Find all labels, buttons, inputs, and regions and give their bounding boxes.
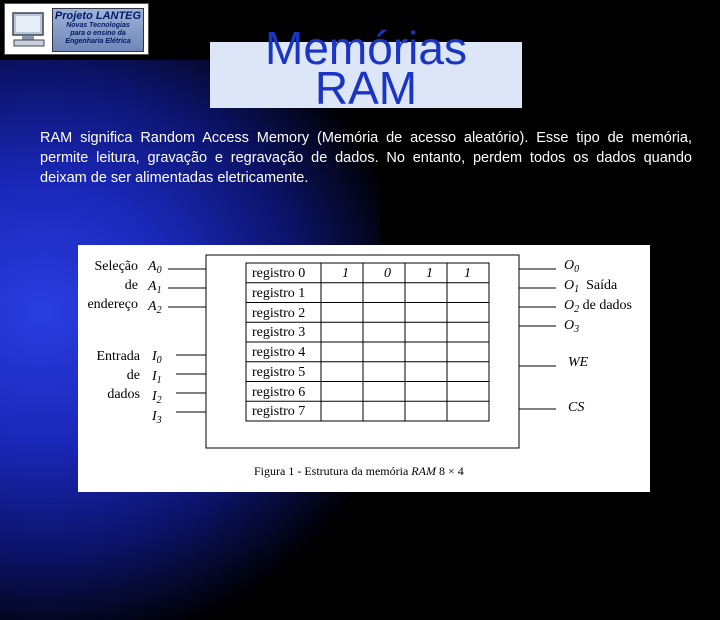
pin-index: 1 [156, 285, 162, 296]
pin-index: 1 [156, 375, 162, 386]
pin-index: 3 [574, 324, 580, 335]
pin-index: 3 [156, 415, 162, 426]
pin-letter: I [152, 349, 157, 364]
register-bit: 1 [426, 266, 433, 281]
data-in-pin [152, 367, 162, 387]
register-label: registro 6 [252, 384, 306, 400]
logo-line: para o ensino da [70, 30, 126, 37]
pin-letter: I [152, 389, 157, 404]
address-pins [148, 257, 162, 317]
pin-index: 2 [574, 304, 580, 315]
label-line: dados [107, 387, 140, 402]
pin-index: 2 [156, 305, 162, 316]
output-pin [564, 276, 632, 296]
pin-letter: I [152, 369, 157, 384]
data-in-pin [152, 407, 162, 427]
label-line: Entrada [96, 349, 140, 364]
caption-size: 8 × 4 [438, 464, 464, 478]
pin-index: 2 [156, 395, 162, 406]
computer-icon [10, 9, 50, 49]
register-label: registro 2 [252, 305, 306, 321]
data-in-pin [152, 387, 162, 407]
caption-text: Figura 1 - Estrutura da memória [254, 464, 409, 478]
register-list [252, 264, 305, 422]
pin-letter: O [564, 258, 575, 273]
slide-description: RAM significa Random Access Memory (Memória de acesso aleatório). Esse tipo de memória, permite leitura, gravação e regravação de dados. No entanto, perdem todos os dados quando deixam de ser alimentadas eletricamente. [40, 130, 692, 186]
logo-line: Engenharia Elétrica [65, 38, 131, 45]
label-line: de [126, 368, 140, 383]
register-label: registro 4 [252, 345, 306, 360]
register-label: registro 1 [252, 285, 306, 301]
logo-text-box [52, 8, 144, 52]
register-label: registro 3 [252, 325, 306, 341]
pin-index: 0 [156, 265, 162, 276]
pin-index: 0 [574, 264, 580, 275]
label-line: Seleção [94, 259, 138, 274]
register-bit: 0 [384, 266, 391, 281]
pin-letter: O [564, 278, 575, 293]
register-label: registro 0 [252, 266, 306, 281]
cs-label: CS [568, 400, 585, 415]
output-pin [564, 296, 632, 316]
output-pin [564, 316, 632, 336]
register-bit: 1 [342, 266, 349, 281]
lanteg-logo [4, 3, 149, 55]
logo-title: Projeto LANTEG [54, 10, 142, 22]
output-label: de dados [582, 298, 633, 313]
slide-title [210, 22, 522, 114]
data-in-pin [152, 347, 162, 367]
pin-letter: I [152, 409, 157, 424]
label-line: endereço [87, 297, 138, 312]
address-pin [148, 257, 162, 277]
output-pin [564, 256, 632, 276]
output-pins [564, 256, 632, 336]
register-label: registro 7 [252, 404, 306, 420]
data-input-label [90, 347, 140, 404]
output-label: Saída [586, 278, 618, 293]
pin-letter: O [564, 298, 575, 313]
address-select-label [86, 257, 138, 314]
pin-letter: O [564, 318, 575, 333]
pin-letter: A [148, 259, 157, 274]
logo-line: Novas Tecnologias [66, 22, 130, 29]
register-label: registro 5 [252, 364, 306, 380]
register-bit: 1 [464, 266, 471, 281]
label-line: de [124, 278, 138, 293]
pin-letter: A [148, 279, 157, 294]
title-line-2: RAM [314, 62, 418, 114]
title-line-1: Memórias [265, 22, 467, 74]
we-label: WE [568, 355, 589, 370]
data-input-pins [152, 347, 162, 427]
figure-caption [254, 464, 464, 479]
figure-panel [78, 245, 650, 492]
pin-letter: A [148, 299, 157, 314]
address-pin [148, 277, 162, 297]
pin-index: 1 [574, 284, 580, 295]
pin-index: 0 [156, 355, 162, 366]
caption-ram: RAM [411, 464, 436, 478]
address-pin [148, 297, 162, 317]
